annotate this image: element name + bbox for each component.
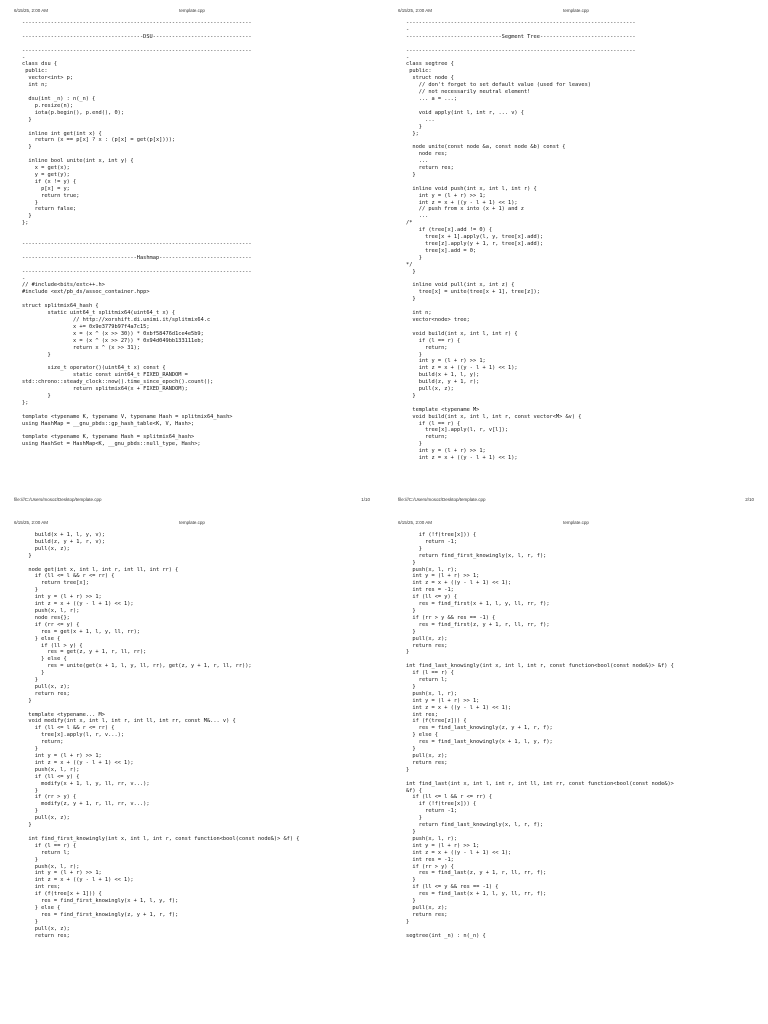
- code-block: ------------------------------------------------------------------------ - ------------------------------Segment Tree------------------------------ ------------------------------------------------------------------------ - class segtree { public: struct node { // don't forget to set default value (used for leaves) // not necessarily neutral element! ... a = ...; void apply(int l, int r, ... v) { ... } }; node unite(const node &a, const node &b) const { node res; ... return res; } inline void push(int x, int l, int r) { int y = (l + r) >> 1; int z = x + ((y - l + 1) << 1); // push from x into (x + 1) and z ... /* if (tree[x].add != 0) { tree[x + 1].apply(l, y, tree[x].add); tree[z].apply(y + 1, r, tree[x].add); tree[x].add = 0; } */ } inline void pull(int x, int z) { tree[x] = unite(tree[x + 1], tree[z]); } int n; vector<node> tree; void build(int x, int l, int r) { if (l == r) { return; } int y = (l + r) >> 1; int z = x + ((y - l + 1) << 1); build(x + 1, l, y); build(z, y + 1, r); pull(x, z); } template <typename M> void build(int x, int l, int r, const vector<M> &v) { if (l == r) { tree[x].apply(l, r, v[l]); return; } int y = (l + r) >> 1; int z = x + ((y - l + 1) << 1);: [406, 20, 636, 462]
- print-date: 6/15/25, 2:00 AM: [398, 520, 433, 525]
- page-footer: [14, 496, 370, 504]
- page-4: [384, 512, 768, 1024]
- code-block: ------------------------------------------------------------------------ --------------------------------------DSU------------------------------- ------------------------------------------------------------------------ - class dsu { public: vector<int> p; int n; dsu(int _n) : n(_n) { p.resize(n); iota(p.begin(), p.end(), 0); } inline int get(int x) { return (x == p[x] ? x : (p[x] = get(p[x]))); } inline bool unite(int x, int y) { x = get(x); y = get(y); if (x != y) { p[x] = y; return true; } return false; } }; ------------------------------------------------------------------------ ------------------------------------Hashmap----------------------------- ------------------------------------------------------------------------ - // #include<bits/extc++.h> #include <ext/pb_ds/assoc_container.hpp> struct splitmix64_hash { static uint64_t splitmix64(uint64_t x) { // http://xorshift.di.unimi.it/splitmix64.c x += 0x9e3779b97f4a7c15; x = (x ^ (x >> 30)) * 0xbf58476d1ce4e5b9; x = (x ^ (x >> 27)) * 0x94d049bb133111eb; return x ^ (x >> 31); } size_t operator()(uint64_t x) const { static const uint64_t FIXED_RANDOM = std::chrono::steady_clock::now().time_since_epoch().count(); return splitmix64(x + FIXED_RANDOM); } }; template <typename K, typename V, typename Hash = splitmix64_hash> using HashMap = __gnu_pbds::gp_hash_table<K, V, Hash>; template <typename K, typename Hash = splitmix64_hash> using HashSet = HashMap<K, __gnu_pbds::null_type, Hash>;: [22, 20, 252, 448]
- page-footer: [398, 496, 754, 504]
- file-name: template.cpp: [563, 520, 589, 525]
- page-header: [14, 519, 370, 527]
- page-number: 2/10: [745, 497, 754, 502]
- page-header: [398, 519, 754, 527]
- print-date: 6/15/25, 2:00 AM: [14, 8, 49, 13]
- code-block: build(x + 1, l, y, v); build(z, y + 1, r, v); pull(x, z); } node get(int x, int l, int r, int ll, int rr) { if (ll <= l && r <= rr) { return tree[x]; } int y = (l + r) >> 1; int z = x + ((y - l + 1) << 1); push(x, l, r); node res{}; if (rr <= y) { res = get(x + 1, l, y, ll, rr); } else { if (ll > y) { res = get(z, y + 1, r, ll, rr); } else { res = unite(get(x + 1, l, y, ll, rr), get(z, y + 1, r, ll, rr)); } } pull(x, z); return res; } template <typename... M> void modify(int x, int l, int r, int ll, int rr, const M&... v) { if (ll <= l && r <= rr) { tree[x].apply(l, r, v...); return; } int y = (l + r) >> 1; int z = x + ((y - l + 1) << 1); push(x, l, r); if (ll <= y) { modify(x + 1, l, y, ll, rr, v...); } if (rr > y) { modify(z, y + 1, r, ll, rr, v...); } pull(x, z); } int find_first_knowingly(int x, int l, int r, const function<bool(const node&)> &f) { if (l == r) { return l; } push(x, l, r); int y = (l + r) >> 1; int z = x + ((y - l + 1) << 1); int res; if (f(tree[x + 1])) { res = find_first_knowingly(x + 1, l, y, f); } else { res = find_first_knowingly(z, y + 1, r, f); } pull(x, z); return res;: [28, 532, 300, 939]
- code-block: if (!f(tree[x])) { return -1; } return find_first_knowingly(x, l, r, f); } push(x, l, r); int y = (l + r) >> 1; int z = x + ((y - l + 1) << 1); int res = -1; if (ll <= y) { res = find_first(x + 1, l, y, ll, rr, f); } if (rr > y && res == -1) { res = find_first(z, y + 1, r, ll, rr, f); } pull(x, z); return res; } int find_last_knowingly(int x, int l, int r, const function<bool(const node&)> &f) { if (l == r) { return l; } push(x, l, r); int y = (l + r) >> 1; int z = x + ((y - l + 1) << 1); int res; if (f(tree[z])) { res = find_last_knowingly(z, y + 1, r, f); } else { res = find_last_knowingly(x + 1, l, y, f); } pull(x, z); return res; } int find_last(int x, int l, int r, int ll, int rr, const function<bool(const node&)> &f) { if (ll <= l && r <= rr) { if (!f(tree[x])) { return -1; } return find_last_knowingly(x, l, r, f); } push(x, l, r); int y = (l + r) >> 1; int z = x + ((y - l + 1) << 1); int res = -1; if (rr > y) { res = find_last(z, y + 1, r, ll, rr, f); } if (ll <= y && res == -1) { res = find_last(x + 1, l, y, ll, rr, f); } pull(x, z); return res; } segtree(int _n) : n(_n) {: [406, 532, 674, 939]
- page-header: [398, 7, 754, 15]
- file-path: file:///C:/Users/mosoz/Desktop/template.cpp: [14, 497, 102, 502]
- file-name: template.cpp: [563, 8, 589, 13]
- file-name: template.cpp: [179, 8, 205, 13]
- page-3: [0, 512, 384, 1024]
- file-path: file:///C:/Users/mosoz/Desktop/template.cpp: [398, 497, 486, 502]
- page-number: 1/10: [361, 497, 370, 502]
- print-date: 6/15/25, 2:00 AM: [14, 520, 49, 525]
- page-1: [0, 0, 384, 512]
- print-date: 6/15/25, 2:00 AM: [398, 8, 433, 13]
- file-name: template.cpp: [179, 520, 205, 525]
- page-header: [14, 7, 370, 15]
- page-2: [384, 0, 768, 512]
